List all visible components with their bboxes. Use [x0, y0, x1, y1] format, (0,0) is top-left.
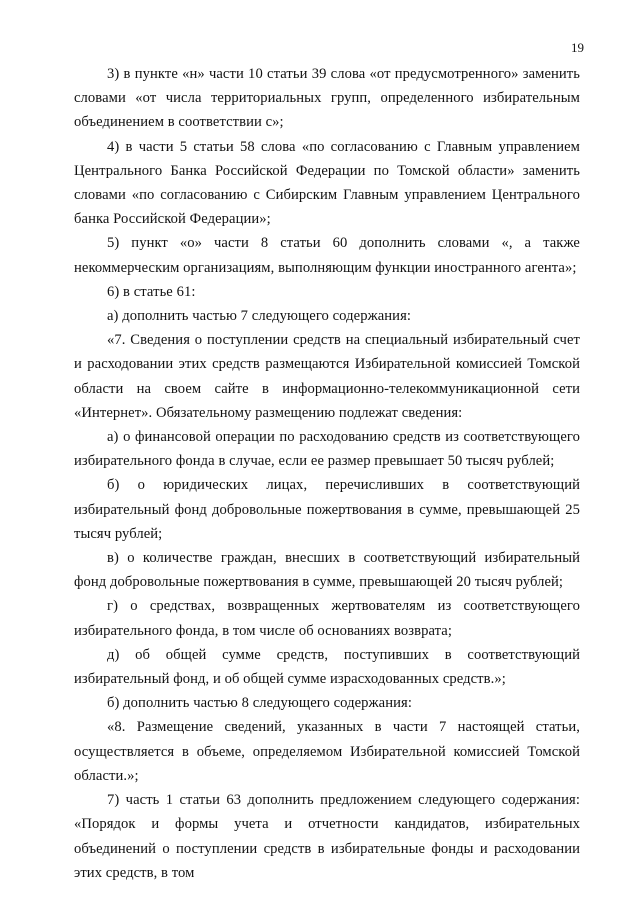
paragraph-item-4: 4) в части 5 статьи 58 слова «по согласованию с Главным управлением Центрального Банка Российской Федерации по Томской области» заменить словами «по согласованию с Сибирским Главным управлением Центрального банка Российской Федерации»;: [74, 138, 580, 228]
quoted-part-7: «7. Сведения о поступлении средств на специальный избирательный счет и расходовании этих средств размещаются Избирательной комиссией Томской области на своем сайте в информационно-телекоммуникационной сети «Интернет». Обязательному размещению подлежат сведения:: [74, 332, 580, 421]
list-item-d: д) об общей сумме средств, поступивших в соответствующий избирательный фонд, и об общей сумме израсходованных средств.»;: [74, 646, 580, 688]
list-item-v: в) о количестве граждан, внесших в соответствующий избирательный фонд добровольные пожертвования в сумме, превышающей 20 тысяч рублей;: [74, 550, 580, 591]
paragraph-item-7: 7) часть 1 статьи 63 дополнить предложением следующего содержания: «Порядок и формы учета и отчетности кандидатов, избирательных объединений о поступлении средств в избирательные фонды и расходовании этих средств, в том: [74, 792, 580, 881]
paragraph-item-3: 3) в пункте «н» части 10 статьи 39 слова «от предусмотренного» заменить словами «от числа территориальных групп, определенного избирательным объединением в соответствии с»;: [74, 66, 580, 131]
page-number: 19: [571, 40, 584, 55]
document-body: [74, 62, 580, 885]
list-item-b: б) о юридических лицах, перечисливших в соответствующий избирательный фонд добровольные пожертвования в сумме, превышающей 25 тысяч рублей;: [74, 477, 580, 542]
list-item-g: г) о средствах, возвращенных жертвователям из соответствующего избирательного фонда, в том числе об основаниях возврата;: [74, 598, 580, 639]
subparagraph-b: б) дополнить частью 8 следующего содержания:: [107, 695, 412, 712]
quoted-part-8: «8. Размещение сведений, указанных в части 7 настоящей статьи, осуществляется в объеме, определяемом Избирательной комиссией Томской области.»;: [74, 719, 580, 784]
paragraph-item-6: 6) в статье 61:: [107, 283, 196, 300]
paragraph-item-5: 5) пункт «о» части 8 статьи 60 дополнить словами «, а также некоммерческим организациям, выполняющим функции иностранного агента»;: [74, 235, 580, 276]
subparagraph-a: а) дополнить частью 7 следующего содержания:: [107, 308, 412, 325]
list-item-a: а) о финансовой операции по расходованию средств из соответствующего избирательного фонда в случае, если ее размер превышает 50 тысяч рублей;: [74, 429, 580, 470]
